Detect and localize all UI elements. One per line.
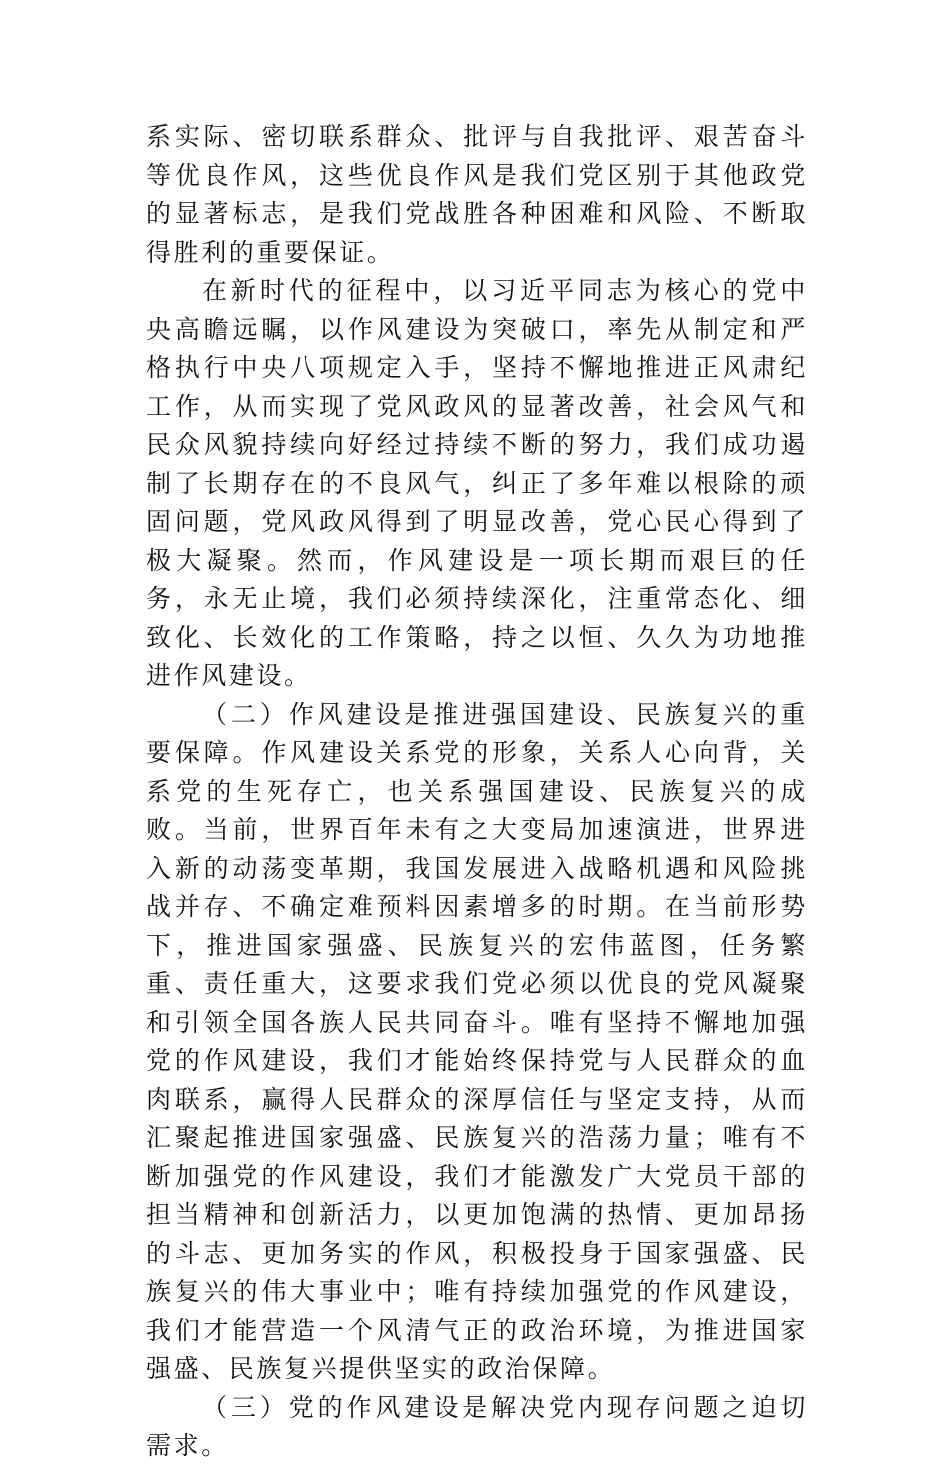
- paragraph-new-era: [146, 272, 808, 696]
- document-body: [146, 118, 808, 1466]
- paragraph-section-three: [146, 1389, 808, 1466]
- paragraph-continued: [146, 118, 808, 272]
- section-heading: （三）党的作风建设是解决党内现存问题之迫切需求。: [146, 1392, 808, 1460]
- paragraph-text: 系实际、密切联系群众、批评与自我批评、艰苦奋斗等优良作风，这些优良作风是我们党区别于其他政党的显著标志，是我们党战胜各种困难和风险、不断取得胜利的重要保证。: [146, 122, 808, 267]
- paragraph-section-two: [146, 696, 808, 1389]
- paragraph-text: 作风建设关系党的形象，关系人心向背，关系党的生死存亡，也关系强国建设、民族复兴的成败。当前，世界百年未有之大变局加速演进，世界进入新的动荡变革期，我国发展进入战略机遇和风险挑战并存、不确定难预料因素增多的时期。在当前形势下，推进国家强盛、民族复兴的宏伟蓝图，任务繁重、责任重大，这要求我们党必须以优良的党风凝聚和引领全国各族人民共同奋斗。唯有坚持不懈地加强党的作风建设，我们才能始终保持党与人民群众的血肉联系，赢得人民群众的深厚信任与坚定支持，从而汇聚起推进国家强盛、民族复兴的浩荡力量；唯有不断加强党的作风建设，我们才能激发广大党员干部的担当精神和创新活力，以更加饱满的热情、更加昂扬的斗志、更加务实的作风，积极投身于国家强盛、民族复兴的伟大事业中；唯有持续加强党的作风建设，我们才能营造一个风清气正的政治环境，为推进国家强盛、民族复兴提供坚实的政治保障。: [146, 738, 808, 1383]
- paragraph-text: 在新时代的征程中，以习近平同志为核心的党中央高瞻远瞩，以作风建设为突破口，率先从制定和严格执行中央八项规定入手，坚持不懈地推进正风肃纪工作，从而实现了党风政风的显著改善，社会风气和民众风貌持续向好经过持续不断的努力，我们成功遏制了长期存在的不良风气，纠正了多年难以根除的顽固问题，党风政风得到了明显改善，党心民心得到了极大凝聚。然而，作风建设是一项长期而艰巨的任务，永无止境，我们必须持续深化，注重常态化、细致化、长效化的工作策略，持之以恒、久久为功地推进作风建设。: [146, 276, 808, 690]
- section-heading: （二）作风建设是推进强国建设、民族复兴的重要保障。: [146, 699, 808, 767]
